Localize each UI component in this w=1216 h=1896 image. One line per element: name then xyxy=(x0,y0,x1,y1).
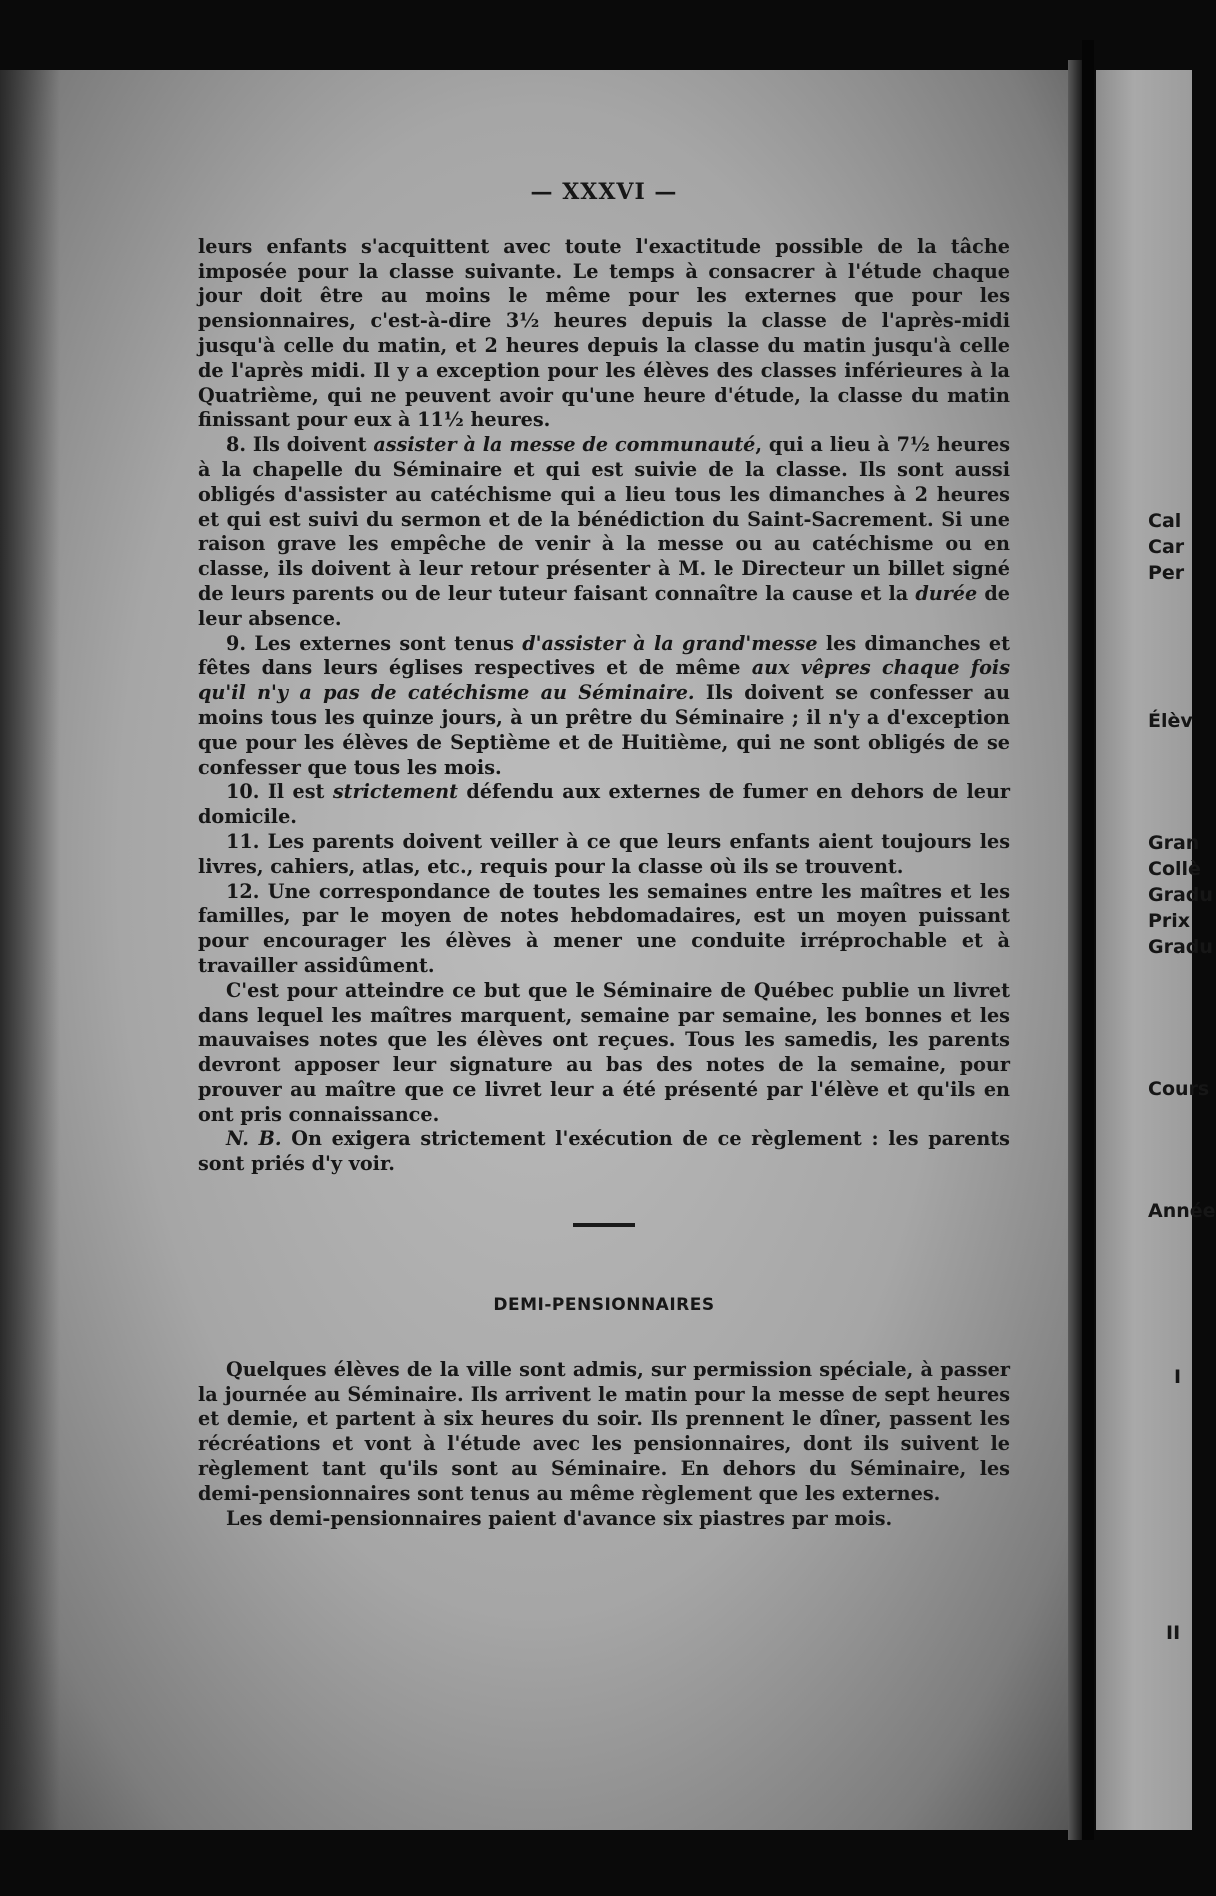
right-page-fragment: Per xyxy=(1148,562,1185,584)
text-run: de leur absence. xyxy=(198,581,1010,630)
paragraph-article-12: 12. Une correspondance de toutes les semaines entre les maîtres et les familles, par le moyen de notes hebdomadaires, est un moyen puissant pour encourager les élèves à mener une conduite irréprochable et à travailler assidûment. xyxy=(198,879,1010,977)
text-run: 10. Il est xyxy=(226,780,333,804)
paragraph-article-10 xyxy=(198,780,1010,830)
paragraph-livret: C'est pour atteindre ce but que le Séminaire de Québec publie un livret dans lequel les maîtres marquent, semaine par semaine, les bonnes et les mauvaises notes que les élèves ont reçues. Tous les samedis, les parents devront apposer leur signature au bas des notes de la semaine, pour prouver au maître que ce livret leur a été présenté par l'élève et qu'ils en ont pris connaissance. xyxy=(198,978,1010,1126)
right-page-fragment: Gran xyxy=(1148,832,1200,854)
paragraph-article-8 xyxy=(198,433,1010,631)
right-page-fragment: Collè xyxy=(1148,858,1201,880)
right-page-fragment: Prix xyxy=(1148,910,1191,932)
paragraph-continuation: leurs enfants s'acquittent avec toute l'exactitude possible de la tâche imposée pour la classe suivante. Le temps à consacrer à l'étude chaque jour doit être au moins le même pour les externes que pour les pensionnaires, c'est-à-dire 3½ heures depuis la classe de l'après-midi jusqu'à celle du matin, et 2 heures depuis la classe du matin jusqu'à celle de l'après midi. Il y a exception pour les élèves des classes inférieures à la Quatrième, qui ne peuvent avoir qu'une heure d'étude, la classe du matin finissant pour eux à 11½ heures. xyxy=(198,234,1010,432)
book-spine xyxy=(1082,40,1094,1840)
text-run: , qui a lieu à 7½ heures à la chapelle du Séminaire et qui est suivie de la classe. Ils sont aussi obligés d'assister au catéchisme qui a lieu tous les dimanches à 2 heures et qui est suivi du sermon et de la bénédiction du Saint-Sacrement. Si une raison grave les empêche de venir à la messe ou au catéchisme ou en classe, ils doivent à leur retour présenter à M. le Directeur un billet signé de leurs parents ou de leur tuteur faisant connaître la cause et la xyxy=(198,433,1011,605)
text-run: 8. Ils doivent xyxy=(226,433,374,457)
right-page-fragment: Année xyxy=(1148,1200,1216,1222)
right-page-fragment: Car xyxy=(1148,536,1185,558)
text-run: On exigera strictement l'exécution de ce règlement : les parents sont priés d'y voir. xyxy=(198,1127,1010,1176)
emphasis-text: assister à la messe de communauté xyxy=(373,433,756,457)
paragraph-article-9 xyxy=(198,632,1010,781)
paragraph-tarif: Les demi-pensionnaires paient d'avance six piastres par mois. xyxy=(226,1506,893,1530)
right-page-fragment: Cours xyxy=(1148,1078,1210,1100)
right-page-fragment: Gradu xyxy=(1148,936,1213,958)
text-run: défendu aux externes de fumer en dehors de leur domicile. xyxy=(198,780,1011,829)
right-page-fragment: Gradu xyxy=(1148,884,1213,906)
section-divider xyxy=(573,1223,635,1227)
page-content xyxy=(198,180,1010,1531)
paragraph-nota-bene xyxy=(198,1127,1010,1177)
page-number: — XXXVI — xyxy=(530,179,678,205)
text-run: 9. Les externes sont tenus xyxy=(226,631,523,655)
left-page xyxy=(0,70,1072,1830)
text-run: Ils doivent se confesser au moins tous les quinze jours, à un prêtre du Séminaire ; il n'y a d'exception que pour les élèves de Septième et de Huitième, qui ne sont obligés de se confesser que tous les mois. xyxy=(198,681,1010,779)
page-gutter-shadow xyxy=(1068,60,1082,1840)
emphasis-text: d'assister à la grand'messe xyxy=(522,631,818,655)
emphasis-text: strictement xyxy=(332,780,458,804)
right-page-fragment: Élèv xyxy=(1148,710,1193,732)
right-page-fragment: Cal xyxy=(1148,510,1182,532)
right-page-fragment: II xyxy=(1166,1622,1181,1644)
text-run: les dimanches et fêtes dans leurs églises respectives et de même xyxy=(198,631,1010,680)
emphasis-text: N. B. xyxy=(226,1127,282,1151)
section-title: DEMI-PENSIONNAIRES xyxy=(493,1295,715,1316)
emphasis-text: aux vêpres chaque fois qu'il n'y a pas de catéchisme au Séminaire. xyxy=(198,656,1010,705)
right-page-edge xyxy=(1096,70,1216,1830)
right-page-fragment: I xyxy=(1174,1366,1182,1388)
paragraph-demi-pensionnaires: Quelques élèves de la ville sont admis, sur permission spéciale, à passer la journée au Séminaire. Ils arrivent le matin pour la messe de sept heures et demie, et partent à six heures du soir. Ils prennent le dîner, passent les récréations et vont à l'étude avec les pensionnaires, dont ils suivent le règlement tant qu'ils sont au Séminaire. En dehors du Séminaire, les demi-pensionnaires sont tenus au même règlement que les externes. xyxy=(198,1357,1010,1505)
emphasis-text: durée xyxy=(915,581,978,605)
paragraph-article-11: 11. Les parents doivent veiller à ce que leurs enfants aient toujours les livres, cahiers, atlas, etc., requis pour la classe où ils se trouvent. xyxy=(198,829,1010,878)
